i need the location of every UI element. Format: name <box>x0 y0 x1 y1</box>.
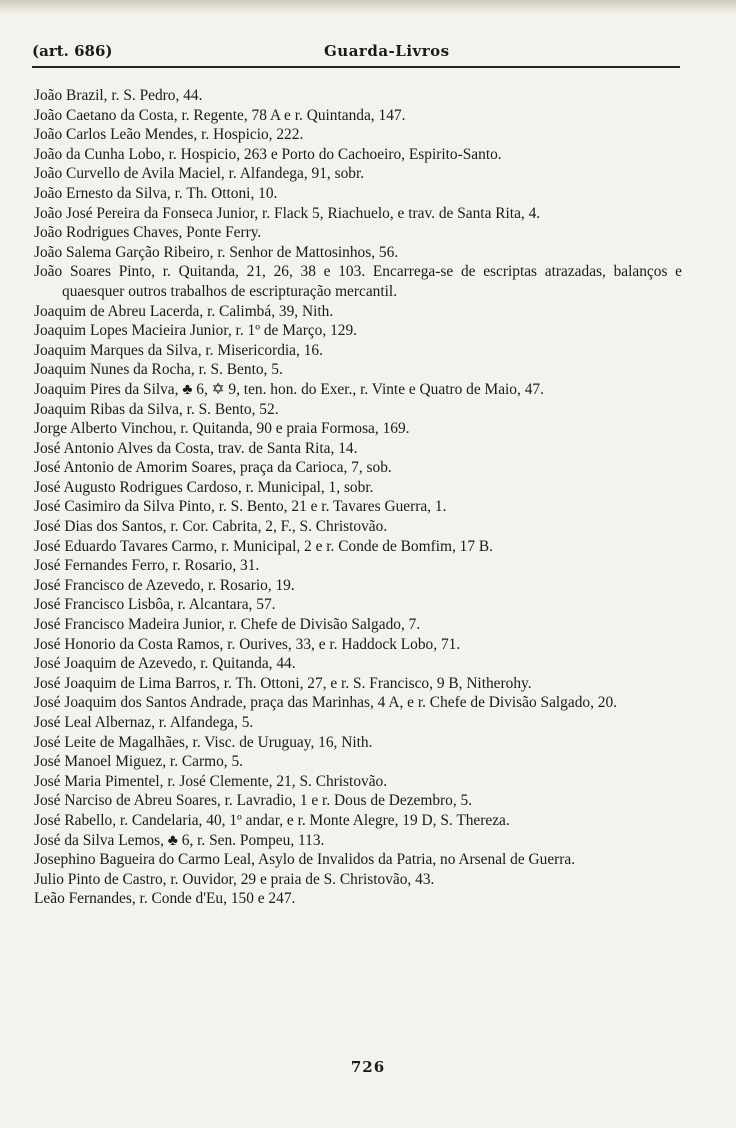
directory-entry: José Leal Albernaz, r. Alfandega, 5. <box>34 714 254 731</box>
directory-entry: José Francisco Madeira Junior, r. Chefe de Divisão Salgado, 7. <box>34 616 421 634</box>
directory-entry: João Carlos Leão Mendes, r. Hospicio, 222. <box>34 126 304 144</box>
directory-entry: José da Silva Lemos, ♣ 6, r. Sen. Pompeu, 113. <box>34 831 325 849</box>
directory-entry: Joaquim Pires da Silva, ♣ 6, ✡ 9, ten. hon. do Exer., r. Vinte e Quatro de Maio, 47. <box>34 380 544 398</box>
directory-entry: Joaquim Marques da Silva, r. Misericordia, 16. <box>34 341 323 359</box>
directory-entry: Leão Fernandes, r. Conde d'Eu, 150 e 247. <box>34 890 296 908</box>
directory-entry: José Casimiro da Silva Pinto, r. S. Bento, 21 e r. Tavares Guerra, 1. <box>34 498 447 516</box>
directory-entry: Joaquim Nunes da Rocha, r. S. Bento, 5. <box>34 361 283 379</box>
page-number: 726 <box>350 1058 386 1076</box>
directory-entry: Jorge Alberto Vinchou, r. Quitanda, 90 e praia Formosa, 169. <box>34 420 410 438</box>
directory-entry: João Ernesto da Silva, r. Th. Ottoni, 10. <box>34 184 278 202</box>
header-rule <box>32 66 680 68</box>
directory-entry: José Leite de Magalhães, r. Visc. de Uruguay, 16, Nith. <box>34 733 373 751</box>
directory-entry: José Eduardo Tavares Carmo, r. Municipal, 2 e r. Conde de Bomfim, 17 B. <box>34 537 493 555</box>
directory-entry: José Antonio de Amorim Soares, praça da Carioca, 7, sob. <box>34 459 392 477</box>
directory-entry: José Augusto Rodrigues Cardoso, r. Municipal, 1, sobr. <box>34 478 374 496</box>
entry-list <box>34 86 682 909</box>
directory-entry: Joaquim Ribas da Silva, r. S. Bento, 52. <box>34 400 279 418</box>
page-top-edge <box>0 0 736 14</box>
directory-entry: João da Cunha Lobo, r. Hospicio, 263 e Porto do Cachoeiro, Espirito-Santo. <box>34 145 502 163</box>
directory-entry: Julio Pinto de Castro, r. Ouvidor, 29 e praia de S. Christovão, 43. <box>34 870 435 888</box>
directory-entry: Josephino Bagueira do Carmo Leal, Asylo de Invalidos da Patria, no Arsenal de Guerra. <box>34 851 576 869</box>
directory-entry: José Joaquim de Lima Barros, r. Th. Ottoni, 27, e r. S. Francisco, 9 B, Nitherohy. <box>34 674 532 692</box>
directory-entry: José Manoel Miguez, r. Carmo, 5. <box>34 753 244 771</box>
directory-entry: João José Pereira da Fonseca Junior, r. Flack 5, Riachuelo, e trav. de Santa Rita, 4. <box>34 204 541 222</box>
directory-entry: José Dias dos Santos, r. Cor. Cabrita, 2, F., S. Christovão. <box>34 518 388 536</box>
directory-entry: José Rabello, r. Candelaria, 40, 1º andar, e r. Monte Alegre, 19 D, S. Thereza. <box>34 811 510 829</box>
page-header <box>32 42 682 64</box>
directory-entry: Joaquim de Abreu Lacerda, r. Calimbá, 39, Nith. <box>34 302 334 320</box>
directory-entry: José Maria Pimentel, r. José Clemente, 21, S. Christovão. <box>34 772 388 790</box>
page-title: Guarda-Livros <box>324 42 450 60</box>
directory-entry: Joaquim Lopes Macieira Junior, r. 1º de Março, 129. <box>34 322 358 340</box>
directory-entry: João Brazil, r. S. Pedro, 44. <box>34 87 203 104</box>
directory-entry: João Rodrigues Chaves, Ponte Ferry. <box>34 224 262 242</box>
directory-entry: João Soares Pinto, r. Quitanda, 21, 26, 38 e 103. Encarrega-se de escriptas atrazadas, balanços e quaesquer outros trabalhos de escripturação mercantil. <box>34 263 682 300</box>
directory-entry: José Joaquim de Azevedo, r. Quitanda, 44. <box>34 655 296 673</box>
directory-entry: João Caetano da Costa, r. Regente, 78 A e r. Quintanda, 147. <box>34 106 406 124</box>
directory-entry: José Honorio da Costa Ramos, r. Ourives, 33, e r. Haddock Lobo, 71. <box>34 635 461 653</box>
directory-entry: José Joaquim dos Santos Andrade, praça das Marinhas, 4 A, e r. Chefe de Divisão Salgado, 20. <box>34 694 618 712</box>
directory-entry: José Fernandes Ferro, r. Rosario, 31. <box>34 557 260 575</box>
directory-entry: José Francisco Lisbôa, r. Alcantara, 57. <box>34 596 276 614</box>
directory-entry: José Antonio Alves da Costa, trav. de Santa Rita, 14. <box>34 439 358 457</box>
section-reference: (art. 686) <box>32 42 113 60</box>
directory-entry: João Curvello de Avila Maciel, r. Alfandega, 91, sobr. <box>34 165 365 183</box>
directory-entry: João Salema Garção Ribeiro, r. Senhor de Mattosinhos, 56. <box>34 243 399 261</box>
directory-entry: José Francisco de Azevedo, r. Rosario, 19. <box>34 576 295 594</box>
directory-entry: José Narciso de Abreu Soares, r. Lavradio, 1 e r. Dous de Dezembro, 5. <box>34 792 473 810</box>
